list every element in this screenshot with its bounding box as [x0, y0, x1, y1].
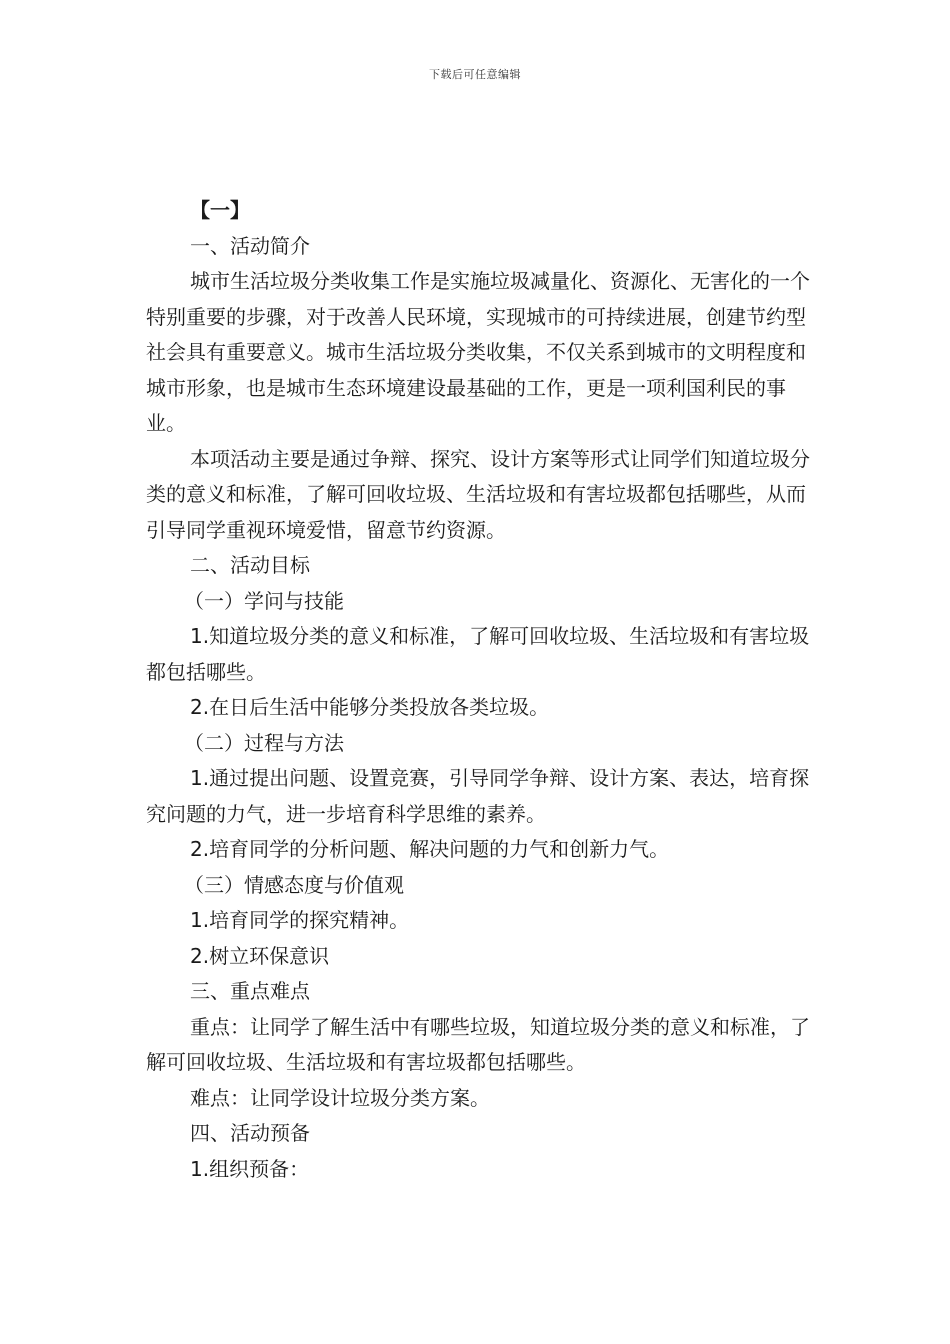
- paragraph-intro-2: 本项活动主要是通过争辩、探究、设计方案等形式让同学们知道垃圾分类的意义和标准，了解可回收垃圾、生活垃圾和有害垃圾都包括哪些，从而引导同学重视环境爱惜，留意节约资源。: [146, 446, 810, 542]
- list-item-process-1: 1.通过提出问题、设置竞赛，引导同学争辩、设计方案、表达，培育探究问题的力气，进一步培育科学思维的素养。: [146, 766, 810, 826]
- subheading-process-method: （二）过程与方法: [184, 730, 344, 755]
- heading-key-difficult-points: 三、重点难点: [190, 979, 310, 1003]
- list-item-knowledge-1: 1.知道垃圾分类的意义和标准，了解可回收垃圾、生活垃圾和有害垃圾都包括哪些。: [146, 624, 810, 684]
- paragraph-difficult-point: 难点：让同学设计垃圾分类方案。: [190, 1085, 490, 1110]
- list-item-preparation-1: 1.组织预备：: [190, 1156, 310, 1181]
- list-item-process-2: 2.培育同学的分析问题、解决问题的力气和创新力气。: [190, 837, 670, 861]
- paragraph-key-point: 重点：让同学了解生活中有哪些垃圾，知道垃圾分类的意义和标准，了解可回收垃圾、生活垃圾和有害垃圾都包括哪些。: [146, 1014, 810, 1074]
- document-body: [146, 193, 810, 1187]
- subheading-knowledge-skills: （一）学问与技能: [184, 588, 344, 613]
- paragraph-intro-1: 城市生活垃圾分类收集工作是实施垃圾减量化、资源化、无害化的一个特别重要的步骤，对于改善人民环境，实现城市的可持续进展，创建节约型社会具有重要意义。城市生活垃圾分类收集，不仅关系到城市的文明程度和城市形象，也是城市生态环境建设最基础的工作，更是一项利国利民的事业。: [146, 269, 810, 435]
- heading-activity-intro: 一、活动简介: [190, 233, 310, 258]
- list-item-knowledge-2: 2.在日后生活中能够分类投放各类垃圾。: [190, 695, 550, 719]
- heading-activity-goals: 二、活动目标: [190, 553, 310, 577]
- subheading-attitude-values: （三）情感态度与价值观: [184, 872, 404, 897]
- heading-activity-preparation: 四、活动预备: [190, 1121, 310, 1145]
- list-item-attitude-1: 1.培育同学的探究精神。: [190, 908, 410, 932]
- page-header-note: 下载后可任意编辑: [429, 68, 521, 81]
- list-item-attitude-2: 2.树立环保意识: [190, 943, 330, 968]
- section-marker: 【一】: [190, 198, 250, 222]
